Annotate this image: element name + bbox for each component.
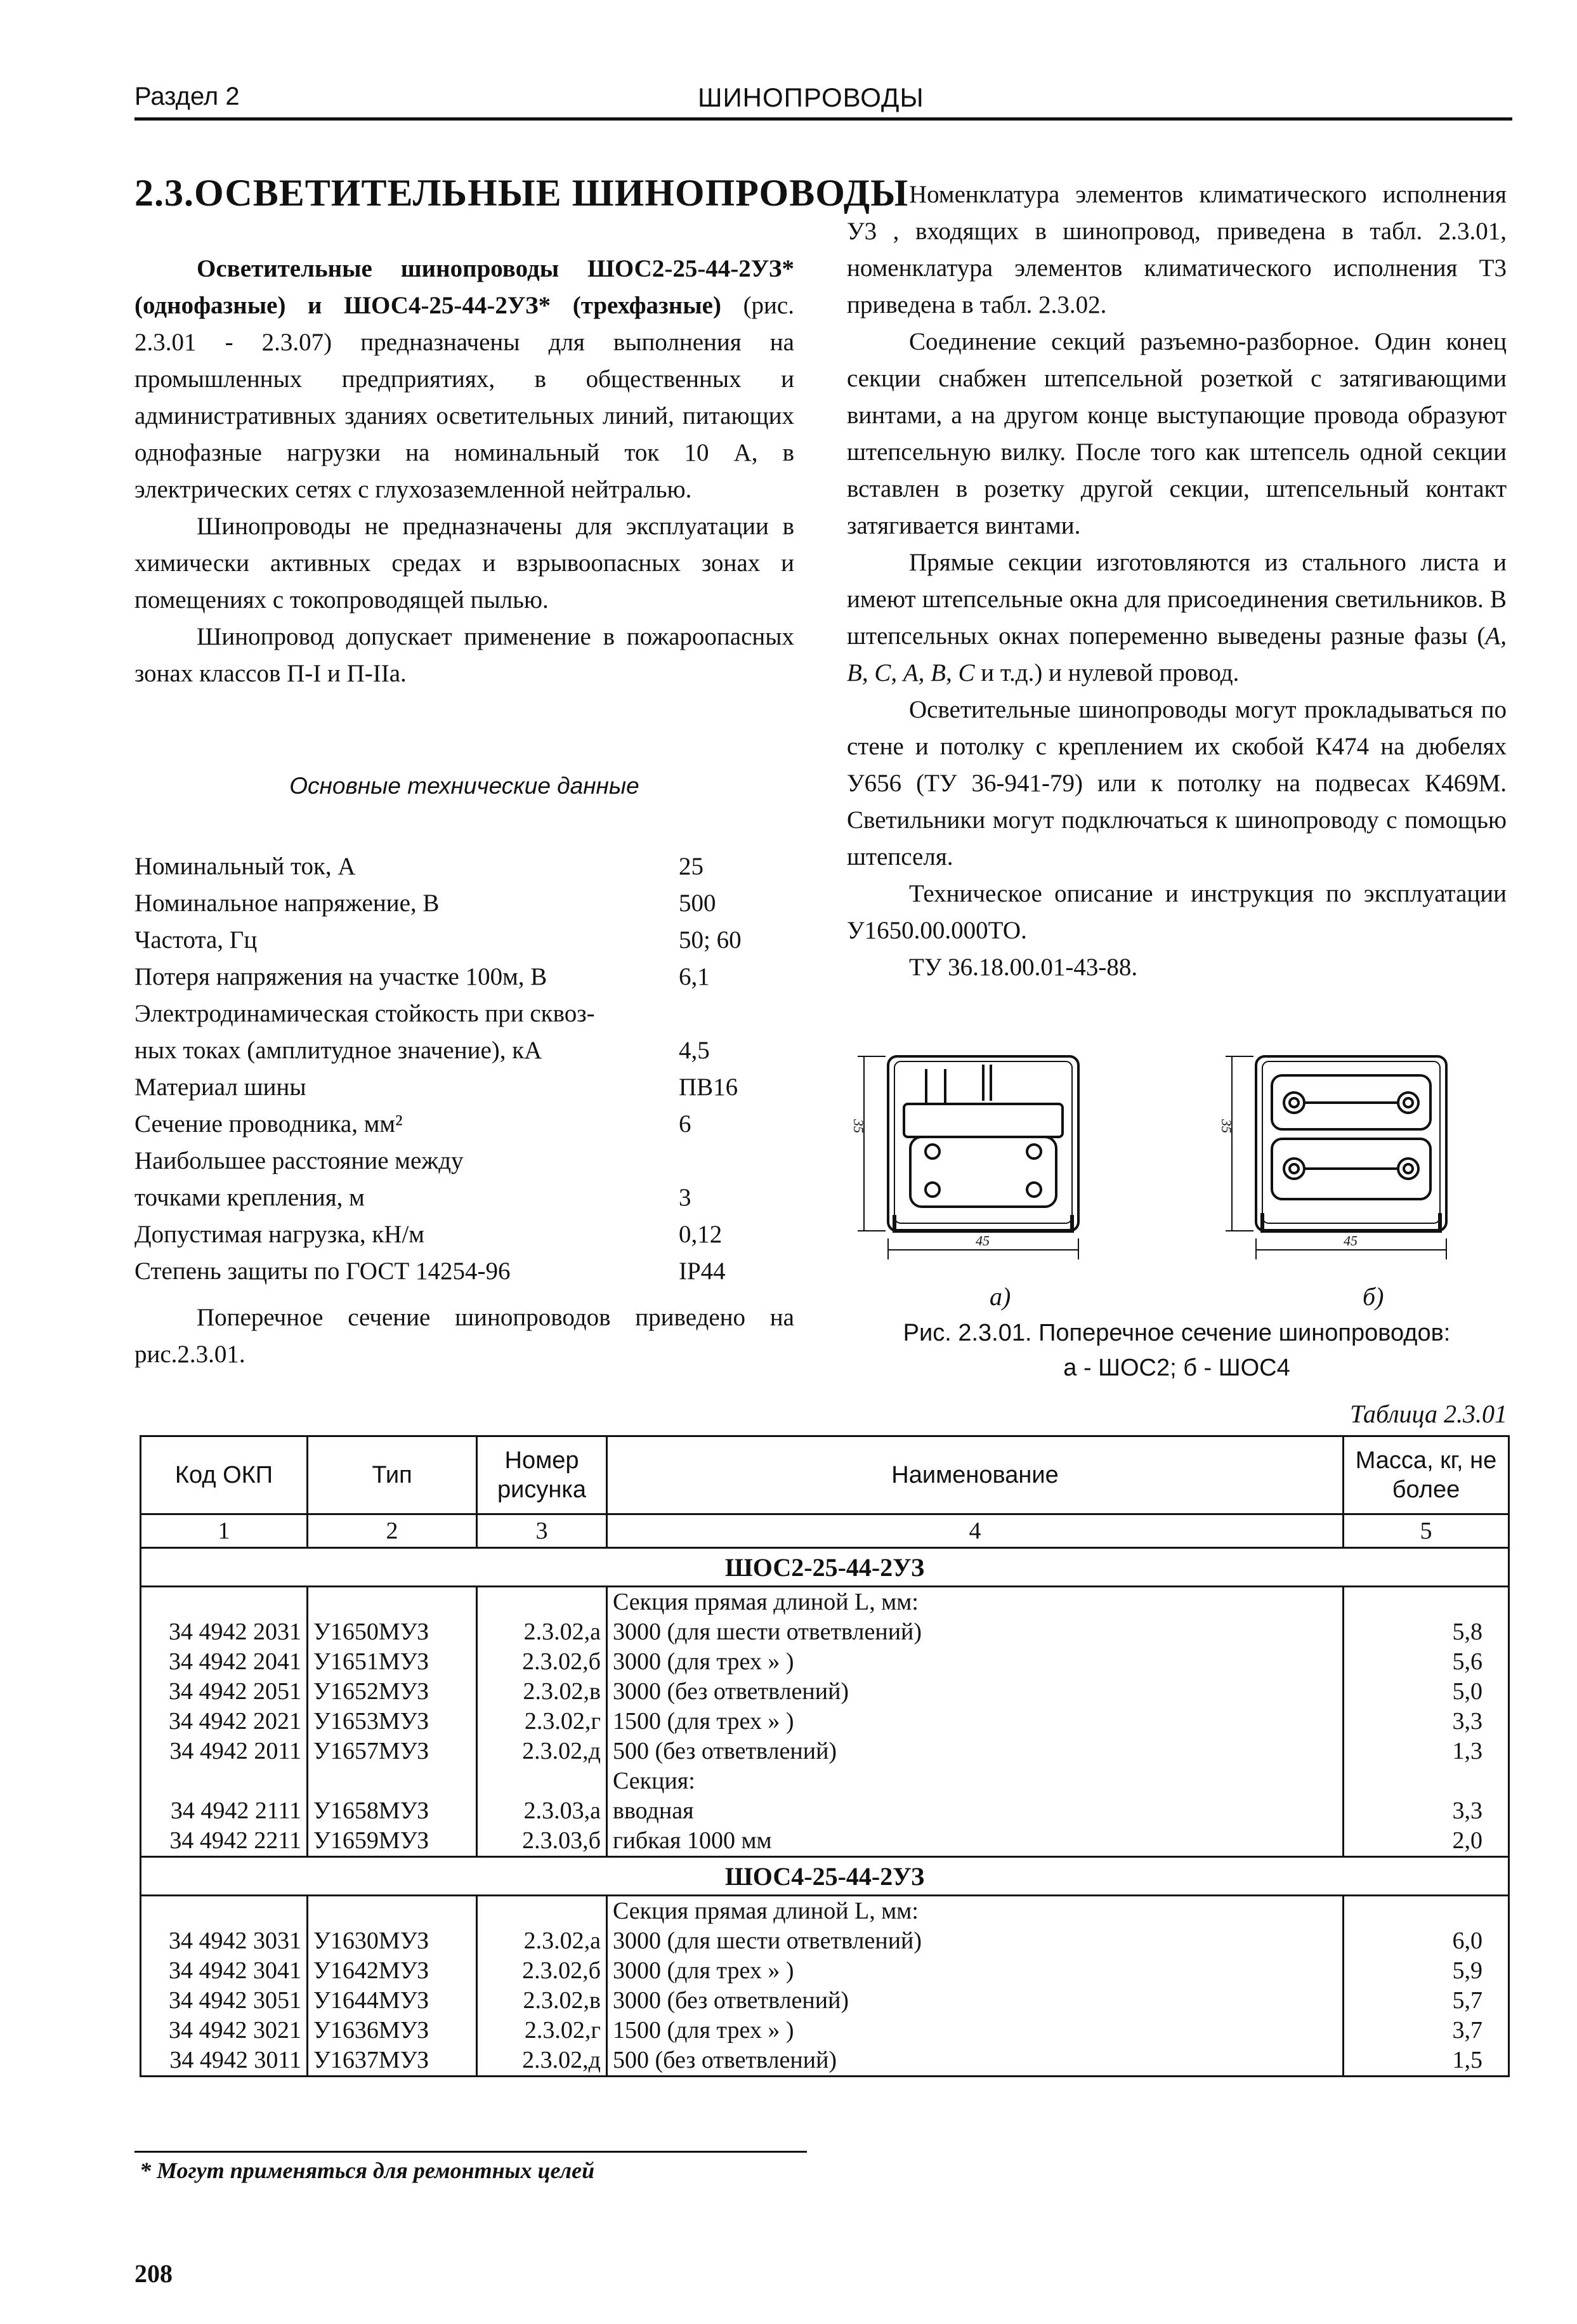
cell-okp: 34 4942 2051: [141, 1677, 308, 1707]
spec-row: [134, 1253, 807, 1290]
cell-name: 1500 (для трех » ): [607, 2016, 1344, 2045]
cell-mass: 3,7: [1344, 2016, 1509, 2045]
group-title: ШОС2-25-44-2УЗ: [141, 1548, 1509, 1587]
right-paragraph-5: Техническое описание и инструкция по эксплуатации У1650.00.000ТО.: [847, 880, 1507, 944]
cell-okp: [141, 1896, 308, 1927]
cell-type: У1653МУЗ: [308, 1707, 477, 1736]
cell-type: У1644МУЗ: [308, 1986, 477, 2016]
footnote-rule: [134, 2151, 807, 2153]
cell-name: 3000 (для трех » ): [607, 1647, 1344, 1677]
header-mass: Масса, кг, не более: [1344, 1436, 1509, 1514]
cell-type: У1659МУЗ: [308, 1826, 477, 1857]
cell-name: вводная: [607, 1796, 1344, 1826]
column-number: 3: [477, 1514, 607, 1548]
cell-okp: 34 4942 3021: [141, 2016, 308, 2045]
table-row: [141, 1617, 1509, 1647]
left-column-outro: [134, 1299, 794, 1373]
table-header-row: [141, 1436, 1509, 1514]
paragraph-2: Шинопроводы не предназначены для эксплуатации в химически активных средах и взрывоопасных зонах и помещениях с токопроводящей пылью.: [134, 513, 794, 614]
spec-row: [134, 1069, 807, 1106]
cell-figure: [477, 1766, 607, 1796]
section-a-drawing: [888, 1056, 1078, 1231]
right-paragraph-1: Номенклатура элементов климатического исполнения У3 , входящих в шинопровод, приведена в табл. 2.3.01, номенклатура элементов климатического исполнения Т3 приведена в табл. 2.3.02.: [847, 181, 1507, 318]
cell-type: [308, 1587, 477, 1618]
spec-key: Номинальное напряжение, В: [134, 890, 440, 917]
cell-mass: 1,5: [1344, 2045, 1509, 2077]
cell-type: У1651МУЗ: [308, 1647, 477, 1677]
cell-mass: 3,3: [1344, 1796, 1509, 1826]
table-caption: Таблица 2.3.01: [1350, 1400, 1507, 1428]
table-row: [141, 1647, 1509, 1677]
table-row: [141, 1896, 1509, 1927]
cell-type: У1642МУЗ: [308, 1956, 477, 1986]
dim-width-b: 45: [1344, 1233, 1358, 1249]
right-p3-end: и т.д.) и нулевой провод.: [974, 659, 1240, 686]
cell-figure: 2.3.03,б: [477, 1826, 607, 1857]
cell-mass: 5,7: [1344, 1986, 1509, 2016]
left-column-intro: [134, 251, 794, 692]
table-row: [141, 2016, 1509, 2045]
cell-okp: 34 4942 3051: [141, 1986, 308, 2016]
spec-value: ПВ16: [679, 1073, 738, 1101]
cell-mass: [1344, 1587, 1509, 1618]
spec-row: [134, 995, 807, 1032]
spec-key: Степень защиты по ГОСТ 14254-96: [134, 1257, 511, 1285]
table-row: [141, 1956, 1509, 1986]
paragraph-4: Поперечное сечение шинопроводов приведено на рис.2.3.01.: [134, 1304, 794, 1368]
cell-mass: 3,3: [1344, 1707, 1509, 1736]
cell-name: 3000 (для шести ответвлений): [607, 1617, 1344, 1647]
cell-okp: 34 4942 2111: [141, 1796, 308, 1826]
spec-row: [134, 922, 807, 959]
figure-caption-line2: а - ШОС2; б - ШОС4: [1063, 1355, 1290, 1381]
column-number: 2: [308, 1514, 477, 1548]
header-figure: Номер рисунка: [477, 1436, 607, 1514]
spec-value: 25: [679, 853, 703, 880]
cell-mass: 2,0: [1344, 1826, 1509, 1857]
cell-figure: 2.3.03,а: [477, 1796, 607, 1826]
cell-type: [308, 1896, 477, 1927]
header-name: Наименование: [607, 1436, 1344, 1514]
cell-okp: [141, 1587, 308, 1618]
cell-mass: 6,0: [1344, 1926, 1509, 1956]
spec-row: [134, 1032, 807, 1069]
spec-value: 0,12: [679, 1221, 723, 1248]
table-group-rows: [141, 1896, 1509, 2077]
table-row: [141, 1796, 1509, 1826]
cell-mass: 5,6: [1344, 1647, 1509, 1677]
cell-okp: 34 4942 3041: [141, 1956, 308, 1986]
header-okp: Код ОКП: [141, 1436, 308, 1514]
cell-okp: [141, 1766, 308, 1796]
cell-name: гибкая 1000 мм: [607, 1826, 1344, 1857]
cell-mass: [1344, 1766, 1509, 1796]
spec-row: [134, 1143, 807, 1179]
cell-type: У1636МУЗ: [308, 2016, 477, 2045]
table-row: [141, 1707, 1509, 1736]
cell-name: 3000 (без ответвлений): [607, 1986, 1344, 2016]
cell-figure: 2.3.02,а: [477, 1617, 607, 1647]
cell-name: 1500 (для трех » ): [607, 1707, 1344, 1736]
spec-key: Допустимая нагрузка, кН/м: [134, 1221, 424, 1248]
section-label: Раздел 2: [134, 82, 240, 110]
table-group-header: [141, 1857, 1509, 1896]
cell-okp: 34 4942 2211: [141, 1826, 308, 1857]
table-row: [141, 2045, 1509, 2077]
table-group-header: [141, 1548, 1509, 1587]
running-title: ШИНОПРОВОДЫ: [698, 82, 924, 112]
right-paragraph-4: Осветительные шинопроводы могут прокладываться по стене и потолку с креплением их скобой К474 на дюбелях У656 (ТУ 36-941-79) или к потолку на подвесах К469М. Светильники могут подключаться к шинопроводу с помощью штепселя.: [847, 696, 1507, 870]
cell-figure: [477, 1587, 607, 1618]
table-row: [141, 1587, 1509, 1618]
header-type: Тип: [308, 1436, 477, 1514]
spec-value: 50; 60: [679, 926, 742, 954]
cell-name: 3000 (без ответвлений): [607, 1677, 1344, 1707]
paragraph-3: Шинопровод допускает применение в пожароопасных зонах классов П-I и П-IIа.: [134, 623, 794, 687]
column-number: 1: [141, 1514, 308, 1548]
cell-type: У1650МУЗ: [308, 1617, 477, 1647]
cell-figure: 2.3.02,д: [477, 1736, 607, 1766]
spec-value: 6: [679, 1110, 691, 1138]
dim-height-b: 35: [1219, 1119, 1234, 1133]
spec-value: IP44: [679, 1257, 726, 1285]
cell-type: У1637МУЗ: [308, 2045, 477, 2077]
intro-rest: (рис. 2.3.01 - 2.3.07) предназначены для выполнения на промышленных предприятиях, в общественных и административных зданиях осветительных линий, питающих однофазные нагрузки на номинальный ток 10 А, в электрических сетях с глухозаземленной нейтралью.: [134, 292, 794, 503]
right-paragraph-3: [847, 544, 1507, 692]
dim-width-a: 45: [976, 1233, 990, 1249]
header-rule: [134, 117, 1512, 121]
cell-figure: [477, 1896, 607, 1927]
cell-type: У1658МУЗ: [308, 1796, 477, 1826]
table-row: [141, 1826, 1509, 1857]
spec-row: [134, 959, 807, 995]
spec-value: 4,5: [679, 1037, 710, 1064]
figure-label-b: б): [1363, 1282, 1384, 1311]
figure-label-a: а): [990, 1282, 1011, 1311]
page-number: 208: [134, 2259, 173, 2288]
footnote: * Могут применяться для ремонтных целей: [140, 2158, 595, 2183]
group-title-row: [141, 1857, 1509, 1896]
cell-mass: 1,3: [1344, 1736, 1509, 1766]
spec-key: Номинальный ток, А: [134, 853, 356, 880]
cell-name: 500 (без ответвлений): [607, 1736, 1344, 1766]
cell-okp: 34 4942 2011: [141, 1736, 308, 1766]
cell-name: 500 (без ответвлений): [607, 2045, 1344, 2077]
spec-row: [134, 1106, 807, 1143]
cell-name: 3000 (для трех » ): [607, 1956, 1344, 1986]
cell-okp: 34 4942 3031: [141, 1926, 308, 1956]
table-row: [141, 1736, 1509, 1766]
table-row: [141, 1986, 1509, 2016]
table-row: [141, 1926, 1509, 1956]
column-number: 5: [1344, 1514, 1509, 1548]
cell-okp: 34 4942 2021: [141, 1707, 308, 1736]
cell-mass: 5,0: [1344, 1677, 1509, 1707]
spec-key: Электродинамическая стойкость при сквоз-: [134, 1000, 595, 1027]
spec-list: [134, 848, 807, 1290]
cell-type: У1652МУЗ: [308, 1677, 477, 1707]
cell-mass: 5,8: [1344, 1617, 1509, 1647]
cell-figure: 2.3.02,а: [477, 1926, 607, 1956]
right-column-text: [847, 176, 1507, 986]
cell-okp: 34 4942 2031: [141, 1617, 308, 1647]
spec-row: [134, 1179, 807, 1216]
column-number: 4: [607, 1514, 1344, 1548]
spec-key: ных токах (амплитудное значение), кА: [134, 1037, 542, 1064]
cell-mass: [1344, 1896, 1509, 1927]
spec-row: [134, 848, 807, 885]
cross-section-figure: [850, 1041, 1510, 1282]
spec-title: Основные технические данные: [289, 773, 639, 799]
cell-figure: 2.3.02,б: [477, 1956, 607, 1986]
group-title: ШОС4-25-44-2УЗ: [141, 1857, 1509, 1896]
group-title-row: [141, 1548, 1509, 1587]
spec-key: Наибольшее расстояние между: [134, 1147, 464, 1174]
phase-letters: А, В, С, А, В, С: [847, 622, 1507, 686]
spec-row: [134, 885, 807, 922]
column-numbers-row: [141, 1514, 1509, 1548]
cell-mass: 5,9: [1344, 1956, 1509, 1986]
spec-key: Потеря напряжения на участке 100м, В: [134, 963, 547, 990]
cell-type: У1657МУЗ: [308, 1736, 477, 1766]
spec-value: 500: [679, 890, 716, 917]
cell-okp: 34 4942 2041: [141, 1647, 308, 1677]
intro-bold: Осветительные шинопроводы ШОС2-25-44-2УЗ* (однофазные) и ШОС4-25-44-2УЗ* (трехфазные): [134, 255, 794, 319]
cell-name: Секция:: [607, 1766, 1344, 1796]
section-b-drawing: [1256, 1056, 1446, 1231]
table-group-rows: [141, 1587, 1509, 1857]
cell-name: Секция прямая длиной L, мм:: [607, 1587, 1344, 1618]
right-paragraph-6: ТУ 36.18.00.01-43-88.: [909, 954, 1138, 981]
table-row: [141, 1766, 1509, 1796]
cell-name: 3000 (для шести ответвлений): [607, 1926, 1344, 1956]
cell-figure: 2.3.02,д: [477, 2045, 607, 2077]
spec-row: [134, 1216, 807, 1253]
spec-key: Материал шины: [134, 1073, 306, 1101]
intro-paragraph: [134, 251, 794, 508]
dim-height-a: 35: [851, 1119, 867, 1133]
spec-key: точками крепления, м: [134, 1184, 365, 1211]
cell-figure: 2.3.02,г: [477, 2016, 607, 2045]
right-paragraph-2: Соединение секций разъемно-разборное. Один конец секции снабжен штепсельной розеткой с затягивающими винтами, а на другом конце выступающие провода образуют штепсельную вилку. После того как штепсель одной секции вставлен в розетку другой секции, штепсельный контакт затягивается винтами.: [847, 328, 1507, 539]
cell-figure: 2.3.02,г: [477, 1707, 607, 1736]
cell-type: [308, 1766, 477, 1796]
cell-name: Секция прямая длиной L, мм:: [607, 1896, 1344, 1927]
cell-figure: 2.3.02,б: [477, 1647, 607, 1677]
cell-figure: 2.3.02,в: [477, 1986, 607, 2016]
right-p3-start: Прямые секции изготовляются из стального листа и имеют штепсельные окна для присоединения светильников. В штепсельных окнах попеременно выведены разные фазы (: [847, 549, 1507, 650]
elements-table: [140, 1435, 1510, 2077]
cell-okp: 34 4942 3011: [141, 2045, 308, 2077]
cell-figure: 2.3.02,в: [477, 1677, 607, 1707]
figure-caption-line1: Рис. 2.3.01. Поперечное сечение шинопроводов:: [903, 1320, 1451, 1346]
table-row: [141, 1677, 1509, 1707]
cell-type: У1630МУЗ: [308, 1926, 477, 1956]
spec-key: Сечение проводника, мм²: [134, 1110, 403, 1138]
spec-value: 3: [679, 1184, 691, 1211]
spec-key: Частота, Гц: [134, 926, 258, 954]
section-title: 2.3.ОСВЕТИТЕЛЬНЫЕ ШИНОПРОВОДЫ: [134, 172, 909, 214]
spec-value: 6,1: [679, 963, 710, 990]
